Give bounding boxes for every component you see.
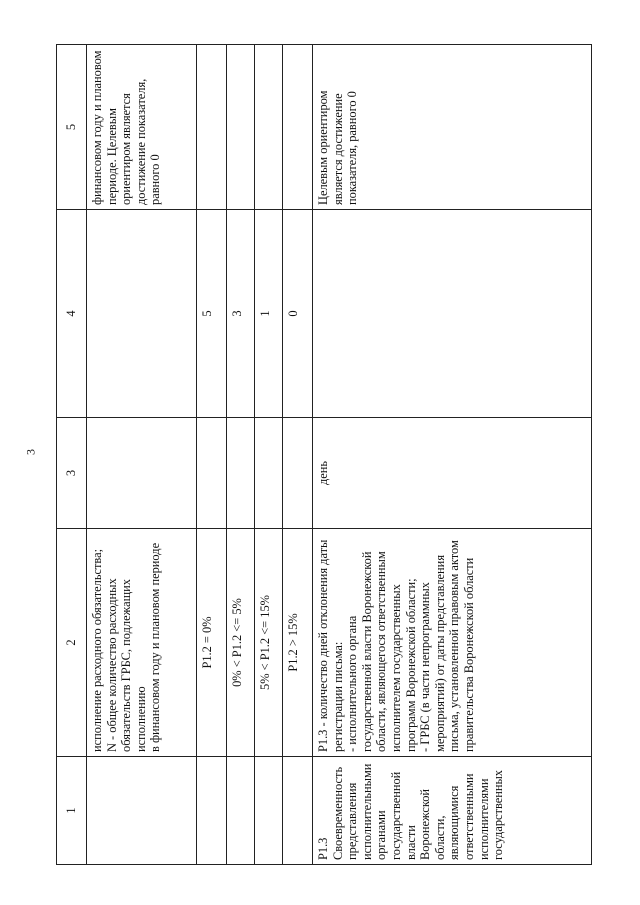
column-number-5: 5 <box>57 45 87 210</box>
table-cell: финансовом году и плановом периоде. Целевым ориентиром является достижение показателя, равного 0 <box>87 45 197 210</box>
table-cell: 3 <box>227 210 255 418</box>
table-cell: день <box>313 418 592 529</box>
table-cell <box>197 757 227 865</box>
column-number-2: 2 <box>57 529 87 757</box>
rotated-table-container <box>56 45 592 865</box>
table-row <box>227 45 255 865</box>
table-cell <box>87 418 197 529</box>
table-row <box>283 45 313 865</box>
indicator-table <box>56 44 592 865</box>
column-number-1: 1 <box>57 757 87 865</box>
table-cell: P1.2 > 15% <box>283 529 313 757</box>
column-number-4: 4 <box>57 210 87 418</box>
table-cell: 0% < P1.2 <= 5% <box>227 529 255 757</box>
column-number-row <box>57 45 87 865</box>
table-cell: 5% < P1.2 <= 15% <box>255 529 283 757</box>
table-cell <box>227 418 255 529</box>
table-cell: 5 <box>197 210 227 418</box>
table-cell <box>87 210 197 418</box>
table-cell: Целевым ориентиром является достижение показателя, равного 0 <box>313 45 592 210</box>
table-row <box>255 45 283 865</box>
table-cell: P1.2 = 0% <box>197 529 227 757</box>
table-cell: P1.3 Своевременность представления исполнительными органами государственной власти Воронежской области, являющимися ответственными исполнителями государственных <box>313 757 592 865</box>
table-cell <box>283 418 313 529</box>
table-row <box>313 45 592 865</box>
table-cell: 1 <box>255 210 283 418</box>
table-row <box>87 45 197 865</box>
column-number-3: 3 <box>57 418 87 529</box>
table-cell <box>255 418 283 529</box>
table-cell <box>255 757 283 865</box>
table-row <box>197 45 227 865</box>
table-cell <box>227 45 255 210</box>
table-cell <box>227 757 255 865</box>
table-cell <box>87 757 197 865</box>
page-number: 3 <box>23 449 38 455</box>
table-cell: 0 <box>283 210 313 418</box>
table-cell <box>283 757 313 865</box>
table-cell <box>197 45 227 210</box>
table-cell <box>313 210 592 418</box>
table-cell: P1.3 - количество дней отклонения даты регистрации письма: - исполнительного органа государственной власти Воронежской области, являющегося ответственным исполнителем государственных программ Воронежской области; - ГРБС (в части непрограммных мероприятий) от даты представления письма, установленной правовым актом правительства Воронежской области <box>313 529 592 757</box>
table-cell <box>255 45 283 210</box>
table-cell <box>197 418 227 529</box>
table-cell: исполнение расходного обязательства; N - общее количество расходных обязательств ГРБС, подлежащих исполнению в финансовом году и плановом периоде <box>87 529 197 757</box>
table-cell <box>283 45 313 210</box>
